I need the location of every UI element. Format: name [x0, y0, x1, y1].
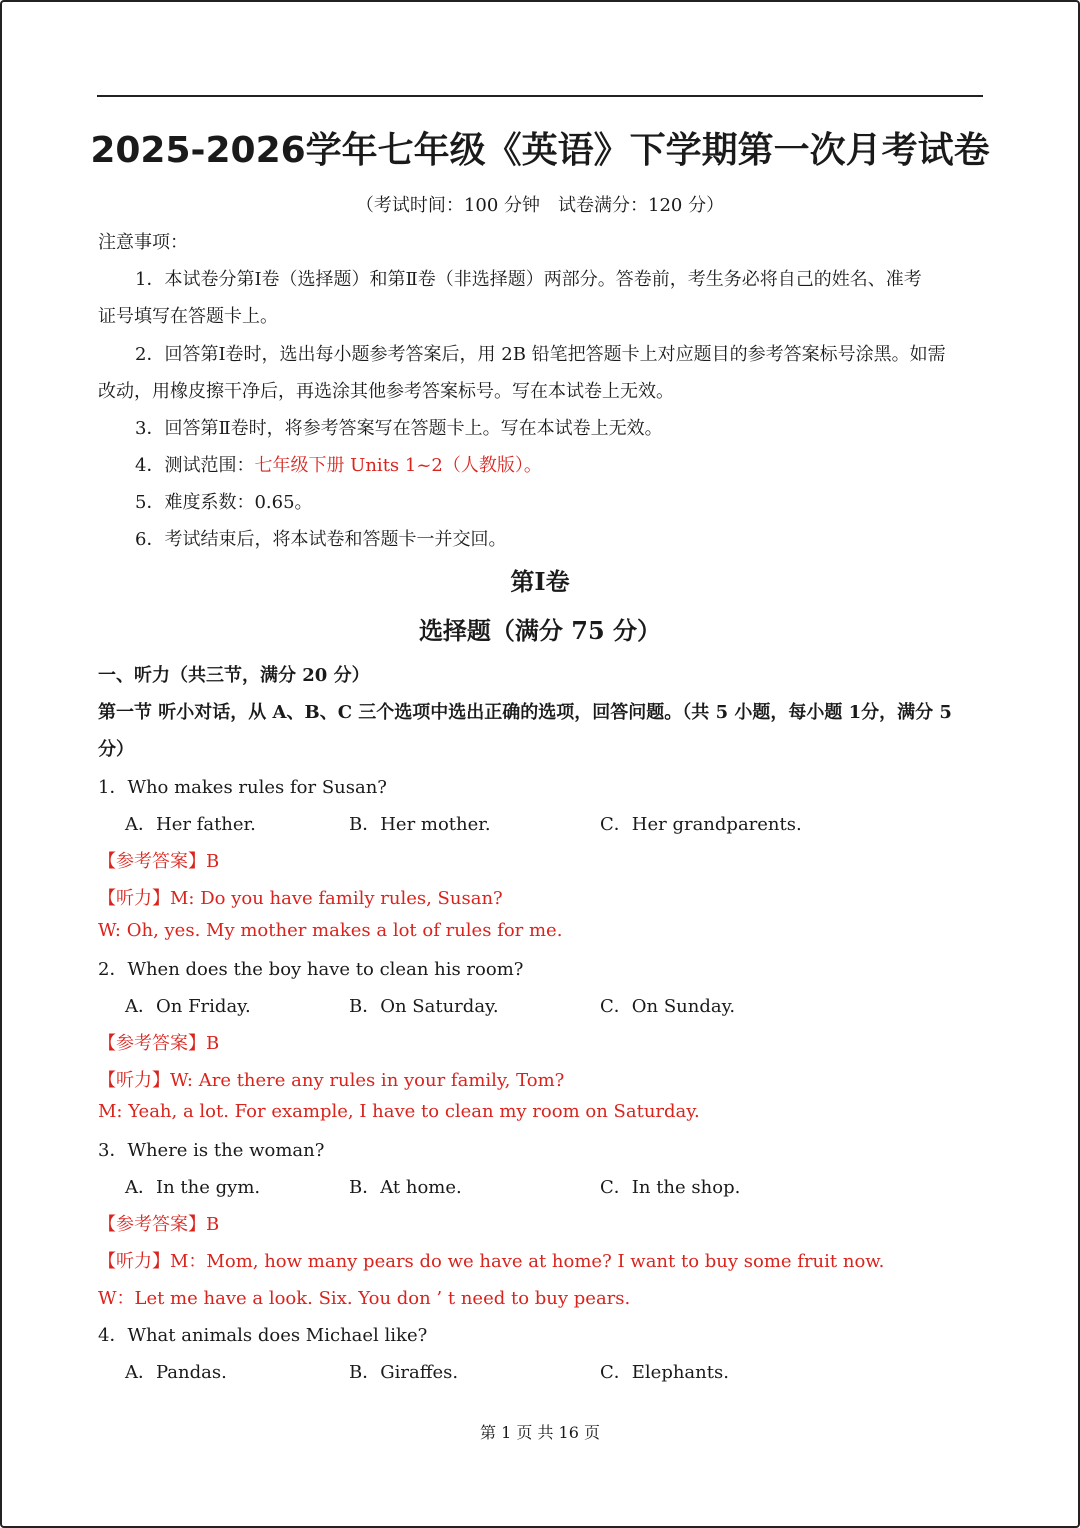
q1-listening-2: W: Oh, yes. My mother makes a lot of rules for me.: [98, 920, 563, 941]
note-4: [135, 451, 542, 477]
question-1: 1．Who makes rules for Susan?: [98, 777, 387, 798]
subsection-1-a: 第一节 听小对话，从 A、B、C 三个选项中选出正确的选项，回答问题。（共 5 小题，每小题 1分，满分 5: [98, 702, 952, 723]
q1-answer: 【参考答案】B: [98, 851, 220, 872]
question-2: 2．When does the boy have to clean his room?: [98, 959, 524, 980]
note-3: 3．回答第Ⅱ卷时，将参考答案写在答题卡上。写在本试卷上无效。: [135, 418, 663, 439]
q4-option-b: B．Giraffes.: [349, 1362, 459, 1383]
question-4: 4．What animals does Michael like?: [98, 1325, 428, 1346]
q3-listening-1: 【听力】M：Mom, how many pears do we have at home? I want to buy some fruit now.: [98, 1251, 885, 1272]
q3-option-a: A．In the gym.: [125, 1177, 261, 1198]
header-rule: [97, 95, 983, 97]
note-1b: 证号填写在答题卡上。: [98, 306, 278, 327]
q1-listening-1: 【听力】M: Do you have family rules, Susan?: [98, 888, 503, 909]
note-2a: 2．回答第Ⅰ卷时，选出每小题参考答案后，用 2B 铅笔把答题卡上对应题目的参考答案标号涂黑。如需: [135, 344, 946, 365]
page-footer: 第 1 页 共 16 页: [480, 1423, 600, 1442]
subsection-1-b: 分）: [98, 739, 134, 760]
q3-listening-2: W：Let me have a look. Six. You don ’ t need to buy pears.: [98, 1288, 631, 1309]
note-2b: 改动，用橡皮擦干净后，再选涂其他参考答案标号。写在本试卷上无效。: [98, 381, 674, 402]
q4-option-a: A．Pandas.: [125, 1362, 227, 1383]
q2-option-a: A．On Friday.: [125, 996, 251, 1017]
q4-option-c: C．Elephants.: [600, 1362, 729, 1383]
listening-heading: 一、听力（共三节，满分 20 分）: [98, 665, 370, 686]
q2-answer: 【参考答案】B: [98, 1033, 220, 1054]
note-4-prefix: 4．测试范围：: [135, 455, 255, 476]
notes-heading: 注意事项：: [98, 232, 188, 253]
section-title: 选择题（满分 75 分）: [418, 616, 662, 645]
q1-option-b: B．Her mother.: [349, 814, 491, 835]
q3-option-b: B．At home.: [349, 1177, 462, 1198]
q2-option-b: B．On Saturday.: [349, 996, 499, 1017]
note-4-scope: 七年级下册 Units 1~2（人教版）。: [254, 455, 542, 476]
note-1a: 1．本试卷分第Ⅰ卷（选择题）和第Ⅱ卷（非选择题）两部分。答卷前，考生务必将自己的姓名、准考: [135, 269, 922, 290]
note-6: 6．考试结束后，将本试卷和答题卡一并交回。: [135, 529, 507, 550]
q3-answer: 【参考答案】B: [98, 1214, 220, 1235]
q1-option-c: C．Her grandparents.: [600, 814, 802, 835]
q2-option-c: C．On Sunday.: [600, 996, 736, 1017]
q3-option-c: C．In the shop.: [600, 1177, 741, 1198]
exam-title: 2025-2026学年七年级《英语》下学期第一次月考试卷: [90, 130, 990, 171]
q1-option-a: A．Her father.: [125, 814, 256, 835]
note-5: 5．难度系数：0.65。: [135, 492, 313, 513]
q2-listening-2: M: Yeah, a lot. For example, I have to clean my room on Saturday.: [98, 1101, 700, 1122]
exam-subtitle: （考试时间：100 分钟 试卷满分：120 分）: [355, 195, 725, 216]
q2-listening-1: 【听力】W: Are there any rules in your family, Tom?: [98, 1070, 565, 1091]
question-3: 3．Where is the woman?: [98, 1140, 325, 1161]
part-title: 第Ⅰ卷: [510, 567, 570, 596]
